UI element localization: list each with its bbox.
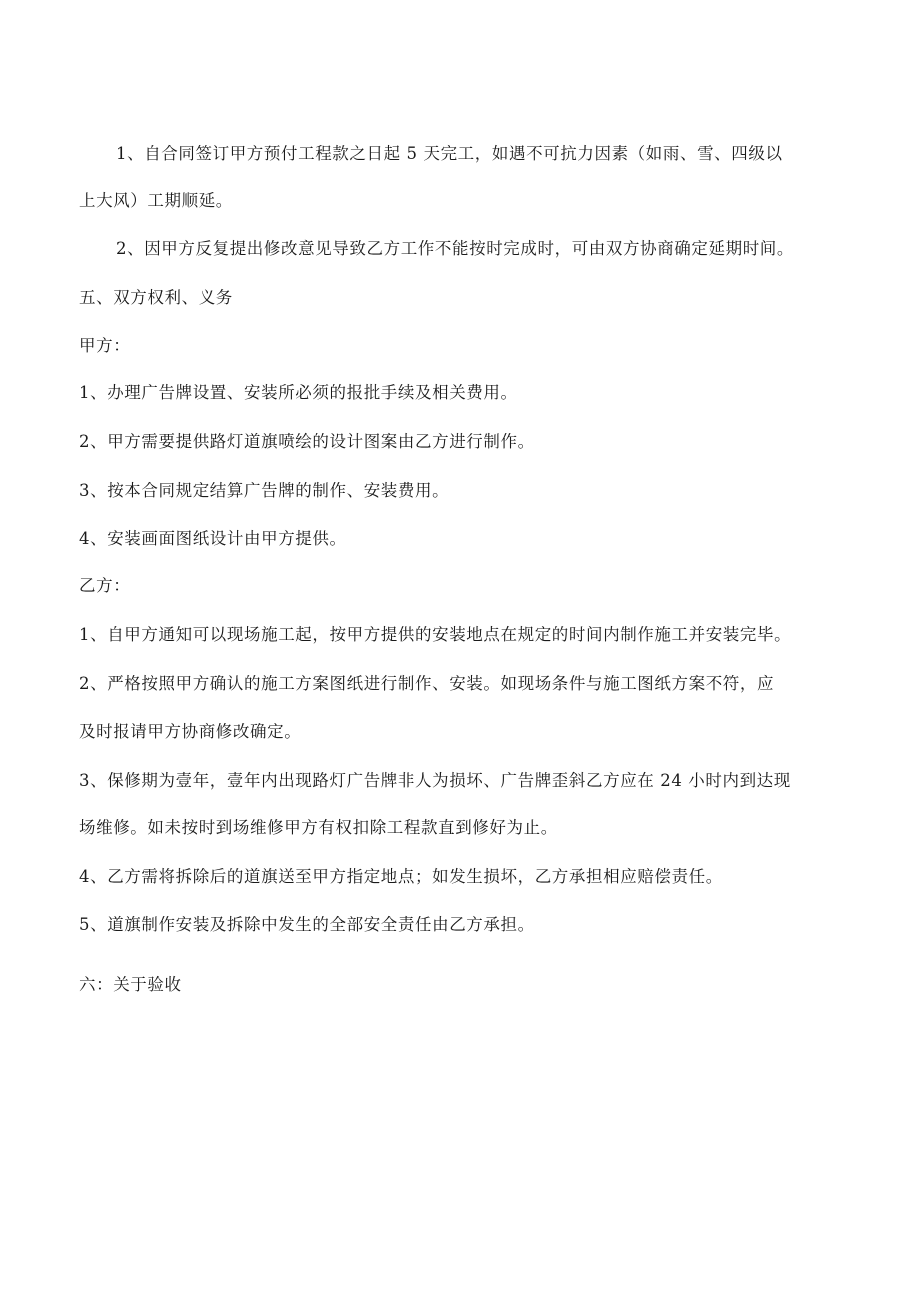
paragraph-schedule-2: 2、因甲方反复提出修改意见导致乙方工作不能按时完成时，可由双方协商确定延期时间。 <box>116 239 794 258</box>
party-a-heading: 甲方： <box>79 336 131 355</box>
party-a-item-3: 3、按本合同规定结算广告牌的制作、安装费用。 <box>79 481 450 500</box>
party-b-item-2-line-2: 及时报请甲方协商修改确定。 <box>79 722 302 741</box>
party-a-item-2: 2、甲方需要提供路灯道旗喷绘的设计图案由乙方进行制作。 <box>79 432 535 451</box>
party-a-item-4: 4、安装画面图纸设计由甲方提供。 <box>79 529 347 548</box>
section-heading-rights-obligations: 五、双方权利、义务 <box>79 288 233 307</box>
party-b-item-2-line-1: 2、严格按照甲方确认的施工方案图纸进行制作、安装。如现场条件与施工图纸方案不符，应 <box>79 674 775 693</box>
party-b-heading: 乙方： <box>79 576 131 595</box>
party-b-item-5: 5、道旗制作安装及拆除中发生的全部安全责任由乙方承担。 <box>79 915 535 934</box>
party-b-item-3-line-2: 场维修。如未按时到场维修甲方有权扣除工程款直到修好为止。 <box>79 818 558 837</box>
party-b-item-4: 4、乙方需将拆除后的道旗送至甲方指定地点；如发生损坏，乙方承担相应赔偿责任。 <box>79 867 723 886</box>
party-a-item-1: 1、办理广告牌设置、安装所必须的报批手续及相关费用。 <box>79 383 518 402</box>
paragraph-schedule-1-line-1: 1、自合同签订甲方预付工程款之日起 5 天完工，如遇不可抗力因素（如雨、雪、四级以 <box>116 144 783 163</box>
section-heading-acceptance: 六：关于验收 <box>79 975 182 994</box>
party-b-item-3-line-1: 3、保修期为壹年，壹年内出现路灯广告牌非人为损坏、广告牌歪斜乙方应在 24 小时内到达现 <box>79 771 791 790</box>
paragraph-schedule-1-line-2: 上大风）工期顺延。 <box>79 191 233 210</box>
party-b-item-1: 1、自甲方通知可以现场施工起，按甲方提供的安装地点在规定的时间内制作施工并安装完毕。 <box>79 625 792 644</box>
